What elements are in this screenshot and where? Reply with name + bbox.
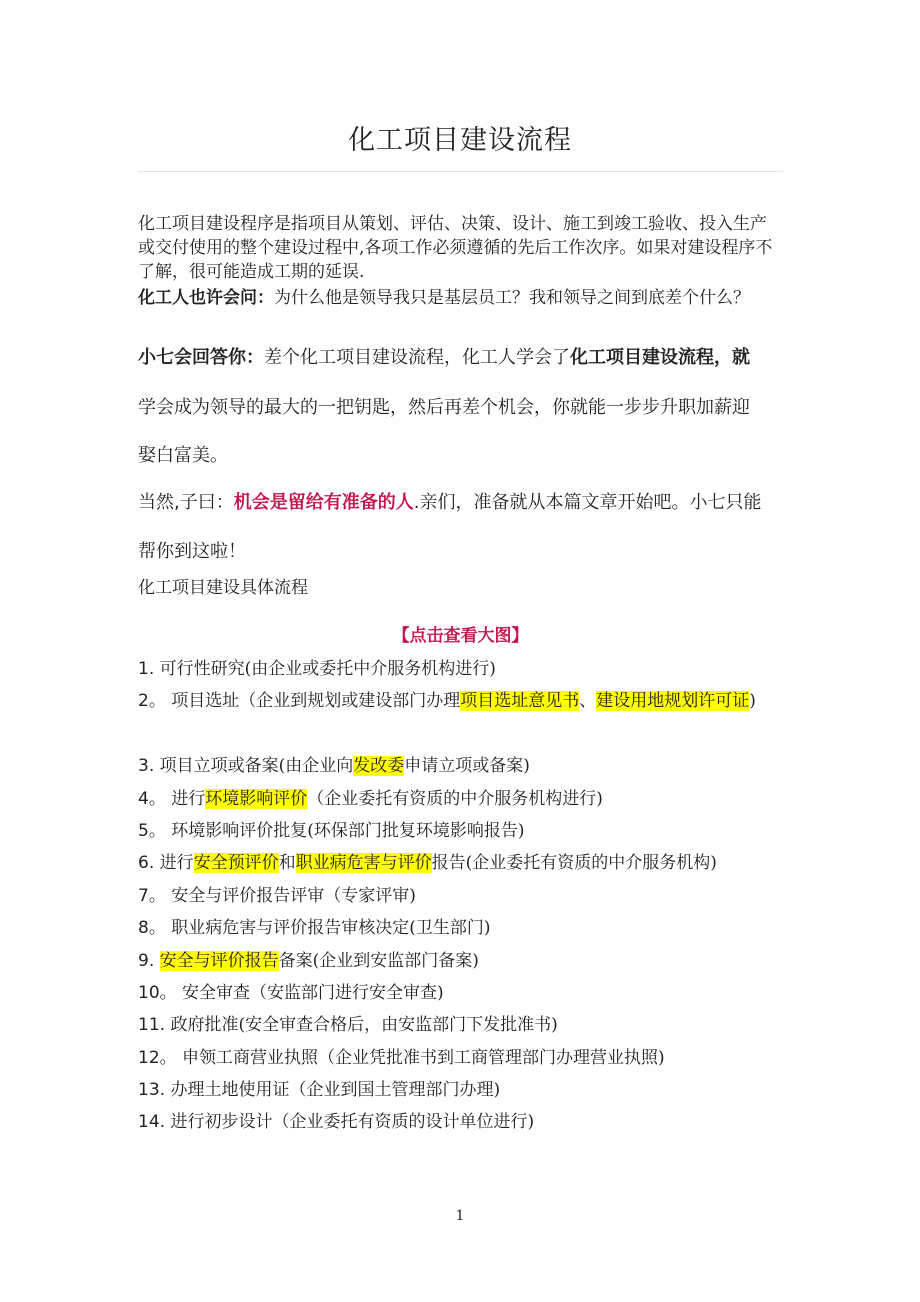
list-item: 6. 进行安全预评价和职业病危害与评价报告(企业委托有资质的中介服务机构) [138,853,717,874]
answer-text: 差个化工项目建设流程，化工人学会了 [264,347,570,368]
answer-line-3: 娶白富美。 [138,445,228,466]
answer-label: 小七会回答你： [138,347,264,368]
section-title: 化工项目建设具体流程 [138,578,308,598]
process-steps-list [138,653,783,1139]
quote-prefix: 当然,子曰： [138,492,234,513]
highlighted-term: 建设用地规划许可证 [596,691,750,712]
list-item: 2。 项目选址（企业到规划或建设部门办理项目选址意见书、建设用地规划许可证) [138,691,756,712]
quote-line-1 [138,491,783,515]
highlighted-term: 安全与评价报告 [159,950,279,971]
quote-line-2: 帮你到这啦！ [138,541,246,562]
answer-line-2: 学会成为领导的最大的一把钥匙，然后再差个机会，你就能一步步升职加薪迎 [138,397,750,418]
highlighted-term: 职业病危害与评价 [295,853,432,874]
highlighted-term: 发改委 [353,756,405,777]
highlighted-term: 安全预评价 [193,853,279,874]
list-item: 14. 进行初步设计（企业委托有资质的设计单位进行) [138,1112,535,1133]
question-label: 化工人也许会问： [138,288,274,308]
answer-line-1 [138,346,783,370]
highlighted-term: 环境影响评价 [205,788,308,809]
highlighted-term: 项目选址意见书 [460,691,580,712]
quote-highlight: 机会是留给有准备的人 [233,492,414,513]
list-item: 7。 安全与评价报告评审（专家评审) [138,885,416,906]
list-item: 13. 办理土地使用证（企业到国土管理部门办理) [138,1080,501,1101]
intro-paragraph: 化工项目建设程序是指项目从策划、评估、决策、设计、施工到竣工验收、投入生产或交付使用的整个建设过程中,各项工作必须遵循的先后工作次序。如果对建设程序不了解，很可能造成工期的延误. [138,214,773,282]
list-item: 12。 申领工商营业执照（企业凭批准书到工商管理部门办理营业执照) [138,1047,665,1068]
list-item: 1. 可行性研究(由企业或委托中介服务机构进行) [138,659,496,679]
title-divider [138,171,783,172]
page-title: 化工项目建设流程 [348,125,572,156]
list-item: 10。 安全审查（安监部门进行安全审查) [138,982,444,1003]
page-number: 1 [455,1208,465,1224]
view-large-link[interactable]: 【点击查看大图】 [392,626,529,646]
quote-suffix: .亲们，准备就从本篇文章开始吧。小七只能 [413,492,762,513]
question-paragraph [138,286,783,310]
list-item: 9. 安全与评价报告备案(企业到安监部门备案) [138,950,479,971]
list-item: 8。 职业病危害与评价报告审核决定(卫生部门) [138,918,491,939]
list-item: 3. 项目立项或备案(由企业向发改委申请立项或备案) [138,756,530,777]
answer-bold-text: 化工项目建设流程，就 [570,347,750,368]
list-item: 5。 环境影响评价批复(环保部门批复环境影响报告) [138,820,525,841]
list-item: 4。 进行环境影响评价（企业委托有资质的中介服务机构进行) [138,788,603,809]
list-item: 11. 政府批准(安全审查合格后，由安监部门下发批准书) [138,1015,558,1036]
question-text: 为什么他是领导我只是基层员工？我和领导之间到底差个什么？ [274,288,750,308]
